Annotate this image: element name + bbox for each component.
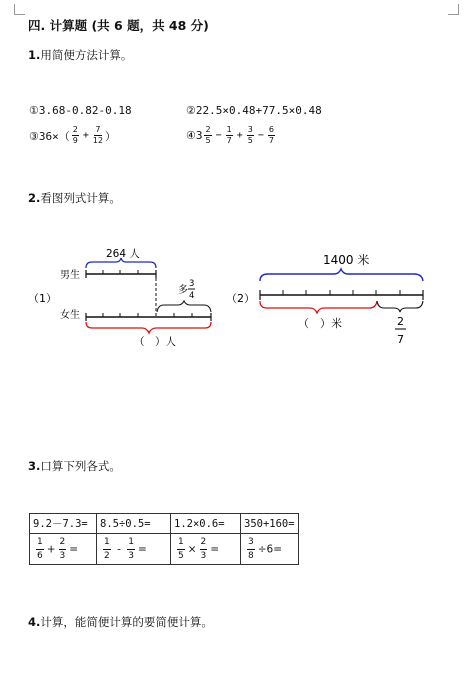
problem-3-operator: + xyxy=(82,130,89,141)
diagram-2-top-amount: 1400 米 xyxy=(323,253,370,267)
problem-4-fraction-3: $\frac{3}{5}$ xyxy=(247,125,253,145)
table-row xyxy=(30,534,299,565)
diagram-2-remainder-brace xyxy=(377,301,423,312)
problem-4-lead: ④3 xyxy=(186,129,203,142)
diagram-1-top-amount: 264 人 xyxy=(106,248,140,260)
problem-3-tail: ） xyxy=(105,129,117,143)
diagram-2-bottom-answer: （ ）米 xyxy=(298,317,342,330)
page-corner-mark-left xyxy=(14,4,25,15)
diagram-1-more-label: 多 xyxy=(178,285,188,296)
question-1-text: 用简便方法计算。 xyxy=(40,48,133,62)
diagram-1-extra-brace xyxy=(157,301,211,312)
problem-3-lead: ③36×（ xyxy=(29,129,70,143)
question-3-heading xyxy=(28,458,121,474)
problem-1: ①3.68-0.82-0.18 xyxy=(29,104,132,117)
table-cell: $\frac{1}{5}$ × $\frac{2}{3}$ = xyxy=(171,534,241,565)
diagram-1-more-numerator: 3 xyxy=(189,279,195,289)
table-cell: $\frac{1}{2}$ - $\frac{1}{3}$ = xyxy=(97,534,171,565)
problem-4-operator-3: − xyxy=(257,130,264,141)
question-2-heading xyxy=(28,190,121,206)
diagram-1-more-denominator: 4 xyxy=(189,291,195,301)
problem-2: ②22.5×0.48+77.5×0.48 xyxy=(186,104,322,117)
diagram-2-label: （2） xyxy=(226,292,255,305)
problem-3 xyxy=(29,126,116,145)
table-cell: 1.2×0.6= xyxy=(171,514,241,534)
diagram-1-top-brace xyxy=(86,258,156,268)
table-cell: 8.5÷0.5= xyxy=(97,514,171,534)
page-corner-mark-right xyxy=(448,4,459,15)
table-row xyxy=(30,514,299,534)
diagram-2-fraction-denominator: 7 xyxy=(397,333,404,346)
diagram-1-girls-label: 女生 xyxy=(60,310,80,321)
question-4-text: 计算，能简便计算的要简便计算。 xyxy=(40,615,213,629)
question-4-number: 4. xyxy=(28,615,41,629)
line-segment-diagrams xyxy=(0,225,471,355)
question-3-number: 3. xyxy=(28,459,41,473)
problem-3-fraction-1: $\frac{2}{9}$ xyxy=(72,125,78,145)
table-cell: $\frac{1}{6}$ + $\frac{2}{3}$ = xyxy=(30,534,97,565)
question-1-number: 1. xyxy=(28,48,41,62)
problem-4 xyxy=(186,126,277,145)
problem-4-operator-1: − xyxy=(215,130,222,141)
problem-3-fraction-2: $\frac{7}{12}$ xyxy=(92,125,104,145)
table-cell: 350+160= xyxy=(241,514,299,534)
table-cell: 9.2－7.3= xyxy=(30,514,97,534)
oral-calculation-table xyxy=(29,513,299,565)
diagram-2-top-brace xyxy=(260,269,423,281)
problem-4-fraction-1: $\frac{2}{5}$ xyxy=(205,125,211,145)
question-3-text: 口算下列各式。 xyxy=(40,459,121,473)
question-1-heading xyxy=(28,47,132,63)
question-4-heading xyxy=(28,614,213,630)
diagram-1-boys-label: 男生 xyxy=(60,270,80,281)
question-2-number: 2. xyxy=(28,191,41,205)
section-title: 四. 计算题 (共 6 题，共 48 分) xyxy=(28,18,209,33)
problem-4-fraction-4: $\frac{6}{7}$ xyxy=(268,125,274,145)
diagram-2-red-brace xyxy=(260,301,377,313)
diagram-1-bottom-answer: （ ）人 xyxy=(134,336,176,348)
table-cell: $\frac{3}{8}$ ÷6= xyxy=(241,534,299,565)
diagram-1-label: （1） xyxy=(28,292,57,305)
problem-4-operator-2: + xyxy=(236,130,243,141)
problem-4-fraction-2: $\frac{1}{7}$ xyxy=(226,125,232,145)
diagram-1-bottom-brace xyxy=(86,322,211,333)
diagram-2-fraction-numerator: 2 xyxy=(397,315,404,328)
question-2-text: 看图列式计算。 xyxy=(40,191,121,205)
